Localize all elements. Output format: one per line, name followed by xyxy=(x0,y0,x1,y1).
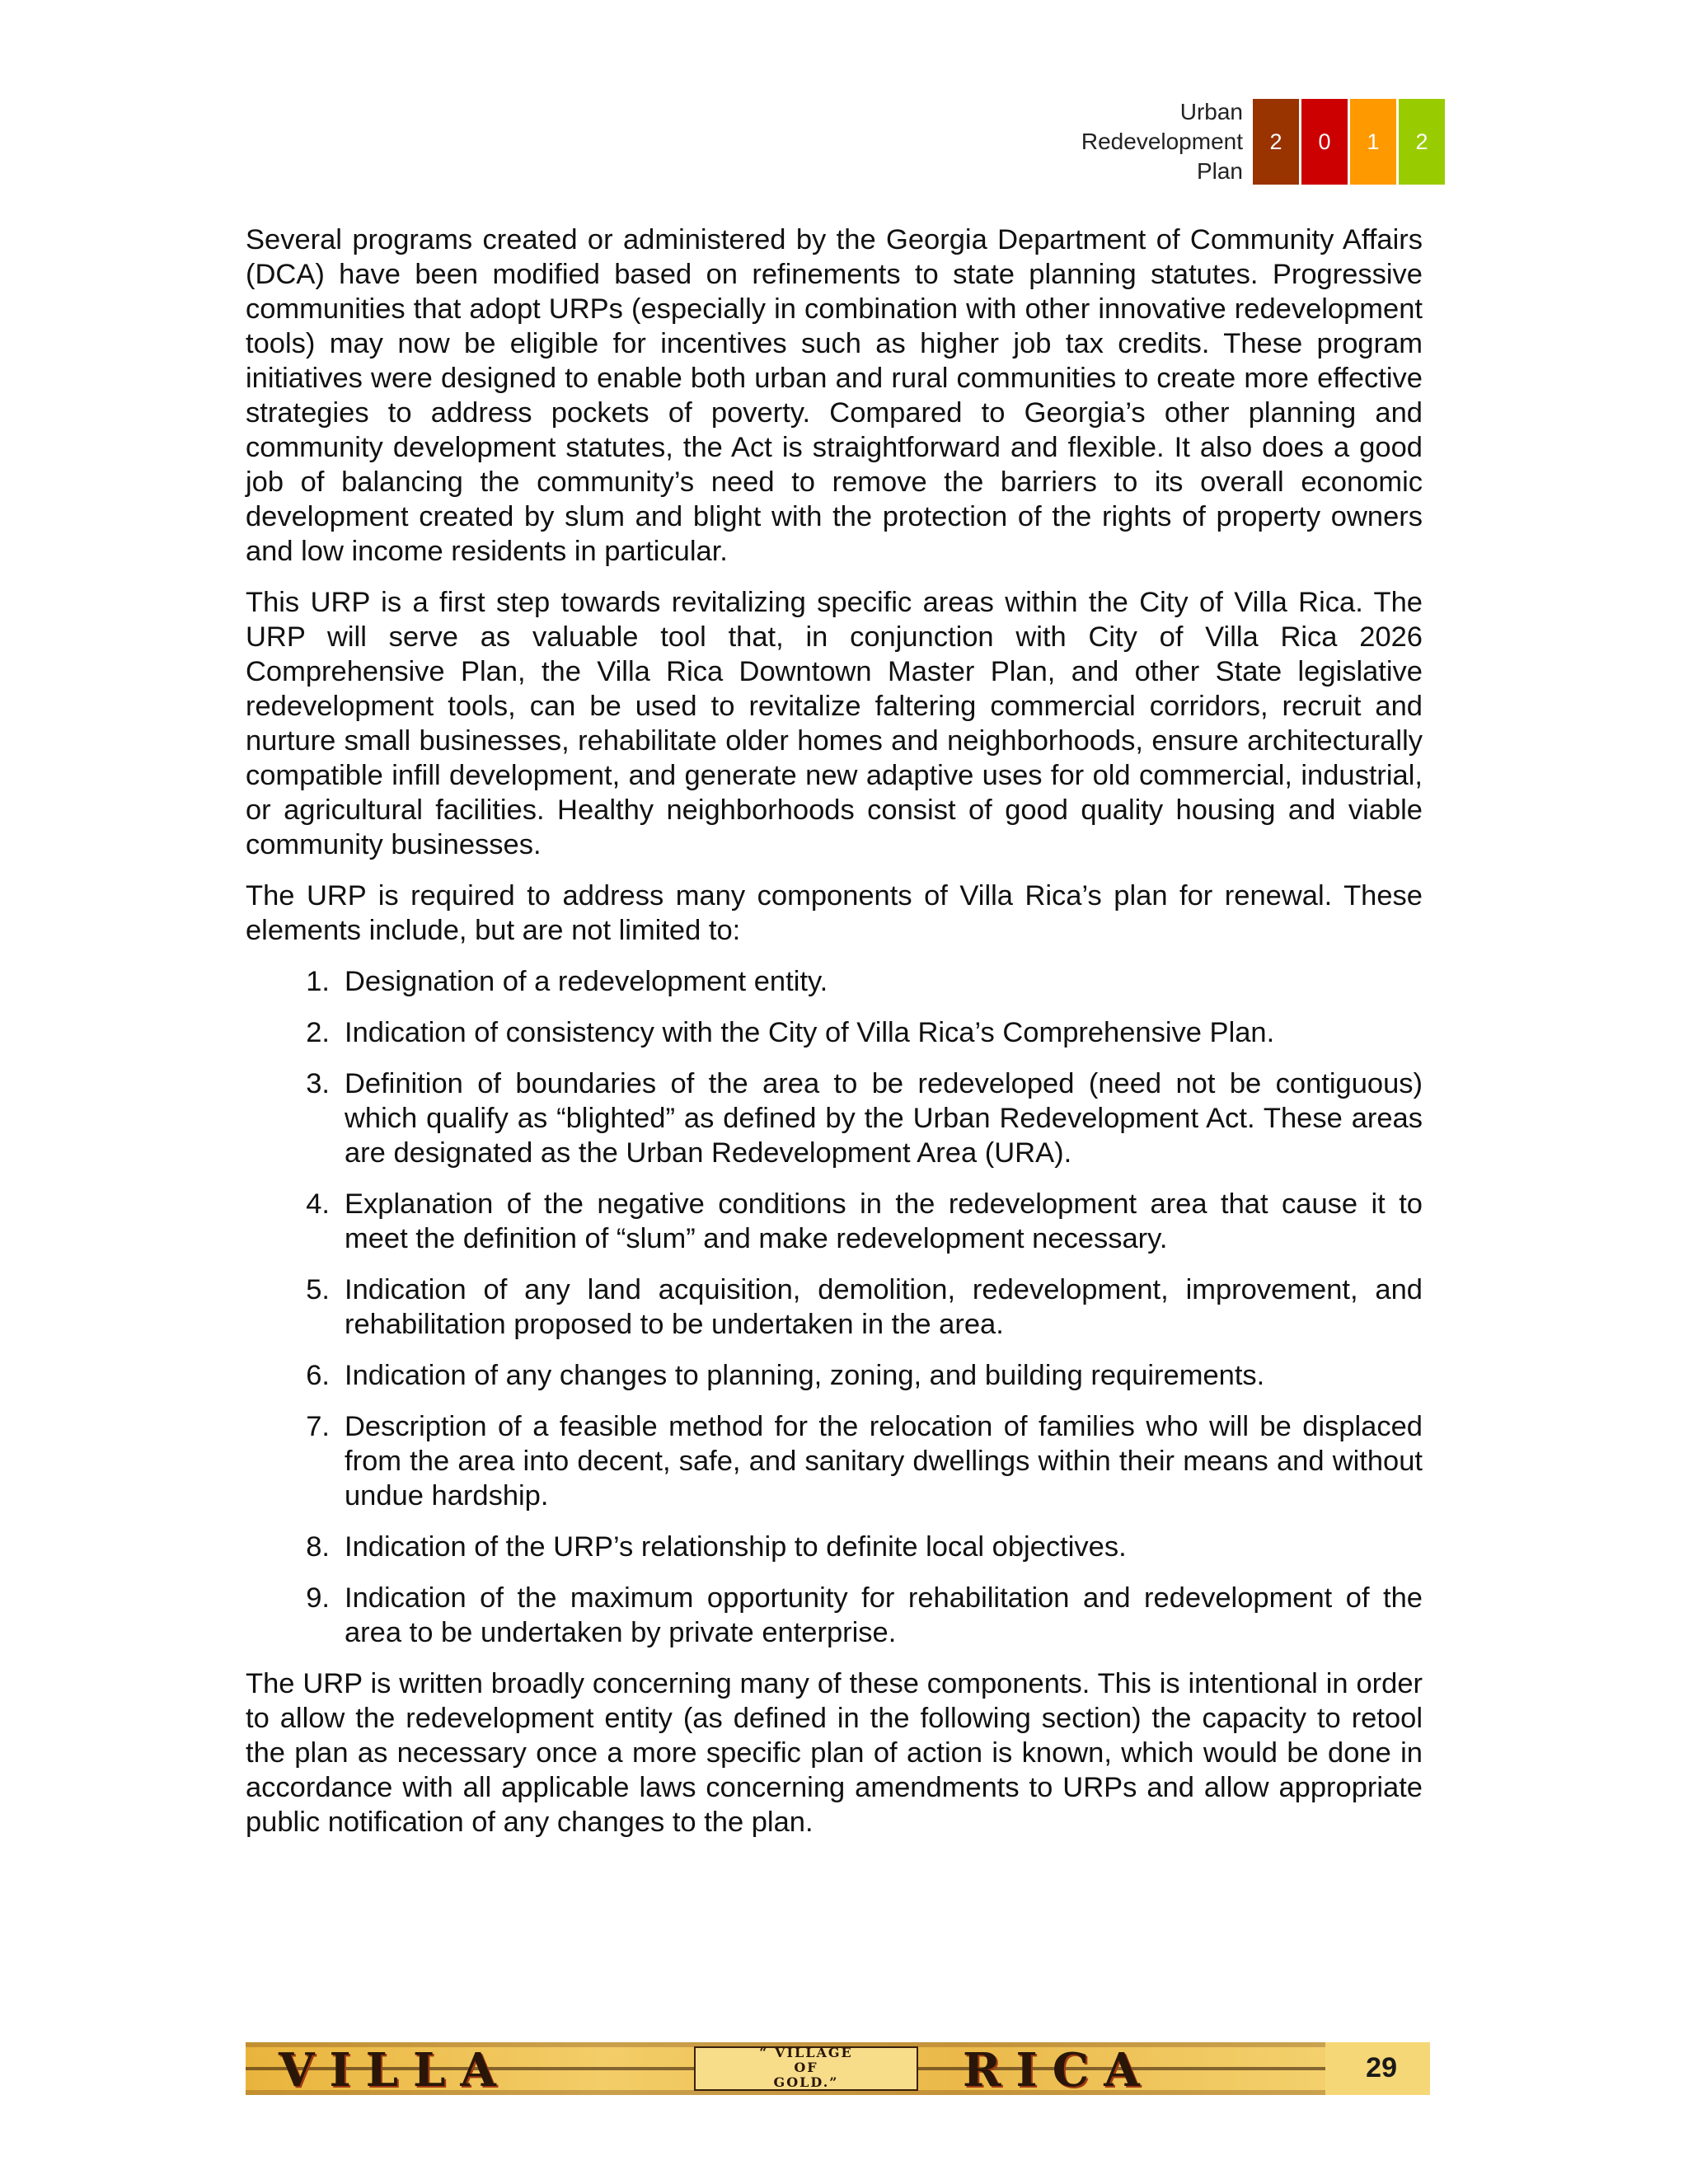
list-item-number: 7. xyxy=(306,1411,330,1442)
banner-tagline-line: GOLD.” xyxy=(773,2074,839,2090)
header-title-line: Urban xyxy=(1179,99,1243,124)
year-badge xyxy=(1253,99,1447,185)
list-item-number: 2. xyxy=(306,1017,330,1048)
year-digit-block: 0 xyxy=(1301,99,1348,185)
list-item xyxy=(246,1358,1423,1393)
header-title-line: Redevelopment xyxy=(1081,129,1243,154)
list-item xyxy=(246,1066,1423,1170)
list-item xyxy=(246,1581,1423,1650)
list-item xyxy=(246,1409,1423,1513)
list-item-number: 9. xyxy=(306,1582,330,1614)
year-digit-block: 2 xyxy=(1253,99,1299,185)
list-item-number: 4. xyxy=(306,1188,330,1220)
body-paragraph: The URP is written broadly concerning many of these components. This is intentional in order to allow the redevelopment entity (as defined in the following section) the capacity to retool the plan as necessary once a more specific plan of action is known, which would be done in accordance with all applicable laws concerning amendments to URPs and allow appropriate public notification of any changes to the plan. xyxy=(246,1668,1423,1838)
list-item-text: Indication of consistency with the City of Villa Rica’s Comprehensive Plan. xyxy=(345,1017,1275,1048)
urp-components-list xyxy=(246,964,1423,1650)
banner-villa-text: VILLA xyxy=(279,2043,511,2095)
footer-banner xyxy=(246,2042,1430,2095)
list-item-number: 3. xyxy=(306,1068,330,1099)
banner-rica-text: RICA xyxy=(963,2043,1155,2095)
list-item-number: 1. xyxy=(306,966,330,997)
banner-tagline-line: “ VILLAGE xyxy=(759,2045,853,2060)
list-item xyxy=(246,1015,1423,1050)
year-digit-block: 1 xyxy=(1350,99,1396,185)
body-paragraph: This URP is a first step towards revitalizing specific areas within the City of Villa Rica. The URP will serve as valuable tool that, in conjunction with City of Villa Rica 2026 Comprehensive Plan, the Villa Rica Downtown Master Plan, and other State legislative redevelopment tools, can be used to revitalize faltering commercial corridors, recruit and nurture small businesses, rehabilitate older homes and neighborhoods, ensure architecturally compatible infill development, and generate new adaptive uses for old commercial, industrial, or agricultural facilities. Healthy neighborhoods consist of good quality housing and viable community businesses. xyxy=(246,587,1423,860)
list-item-number: 5. xyxy=(306,1274,330,1305)
document-body xyxy=(246,223,1423,1856)
banner-tagline xyxy=(707,2046,905,2090)
banner-tagline-line: OF xyxy=(794,2060,818,2075)
list-item-text: Designation of a redevelopment entity. xyxy=(345,966,828,997)
list-item xyxy=(246,1272,1423,1342)
body-paragraph: The URP is required to address many components of Villa Rica’s plan for renewal. These elements include, but are not limited to: xyxy=(246,880,1423,946)
list-item xyxy=(246,1187,1423,1256)
list-item-text: Indication of any changes to planning, zoning, and building requirements. xyxy=(345,1360,1265,1391)
list-item-number: 6. xyxy=(306,1360,330,1391)
list-item-text: Definition of boundaries of the area to be redeveloped (need not be contiguous) which qualify as “blighted” as defined by the Urban Redevelopment Act. These areas are designated as the Urban Redevelopment Area (URA). xyxy=(345,1068,1423,1169)
list-item-number: 8. xyxy=(306,1531,330,1563)
list-item-text: Explanation of the negative conditions in the redevelopment area that cause it to meet the definition of “slum” and make redevelopment necessary. xyxy=(345,1188,1423,1254)
list-item-text: Indication of the URP’s relationship to definite local objectives. xyxy=(345,1531,1127,1563)
list-item xyxy=(246,1530,1423,1564)
list-item-text: Indication of any land acquisition, demolition, redevelopment, improvement, and rehabilitation proposed to be undertaken in the area. xyxy=(345,1274,1423,1340)
list-item xyxy=(246,964,1423,999)
year-digit-block: 2 xyxy=(1399,99,1445,185)
document-header-title xyxy=(1029,97,1243,186)
body-paragraph: Several programs created or administered by the Georgia Department of Community Affairs (DCA) have been modified based on refinements to state planning statutes. Progressive communities that adopt URPs (especially in combination with other innovative redevelopment tools) may now be eligible for incentives such as higher job tax credits. These program initiatives were designed to enable both urban and rural communities to create more effective strategies to address pockets of poverty. Compared to Georgia’s other planning and community development statutes, the Act is straightforward and flexible. It also does a good job of balancing the community’s need to remove the barriers to its overall economic development created by slum and blight with the protection of the rights of property owners and low income residents in particular. xyxy=(246,224,1423,567)
page-number: 29 xyxy=(1366,2052,1397,2083)
list-item-text: Indication of the maximum opportunity for rehabilitation and redevelopment of the area to be undertaken by private enterprise. xyxy=(345,1582,1423,1648)
list-item-text: Description of a feasible method for the relocation of families who will be displaced from the area into decent, safe, and sanitary dwellings within their means and without undue hardship. xyxy=(345,1411,1423,1511)
header-title-line: Plan xyxy=(1196,158,1243,184)
